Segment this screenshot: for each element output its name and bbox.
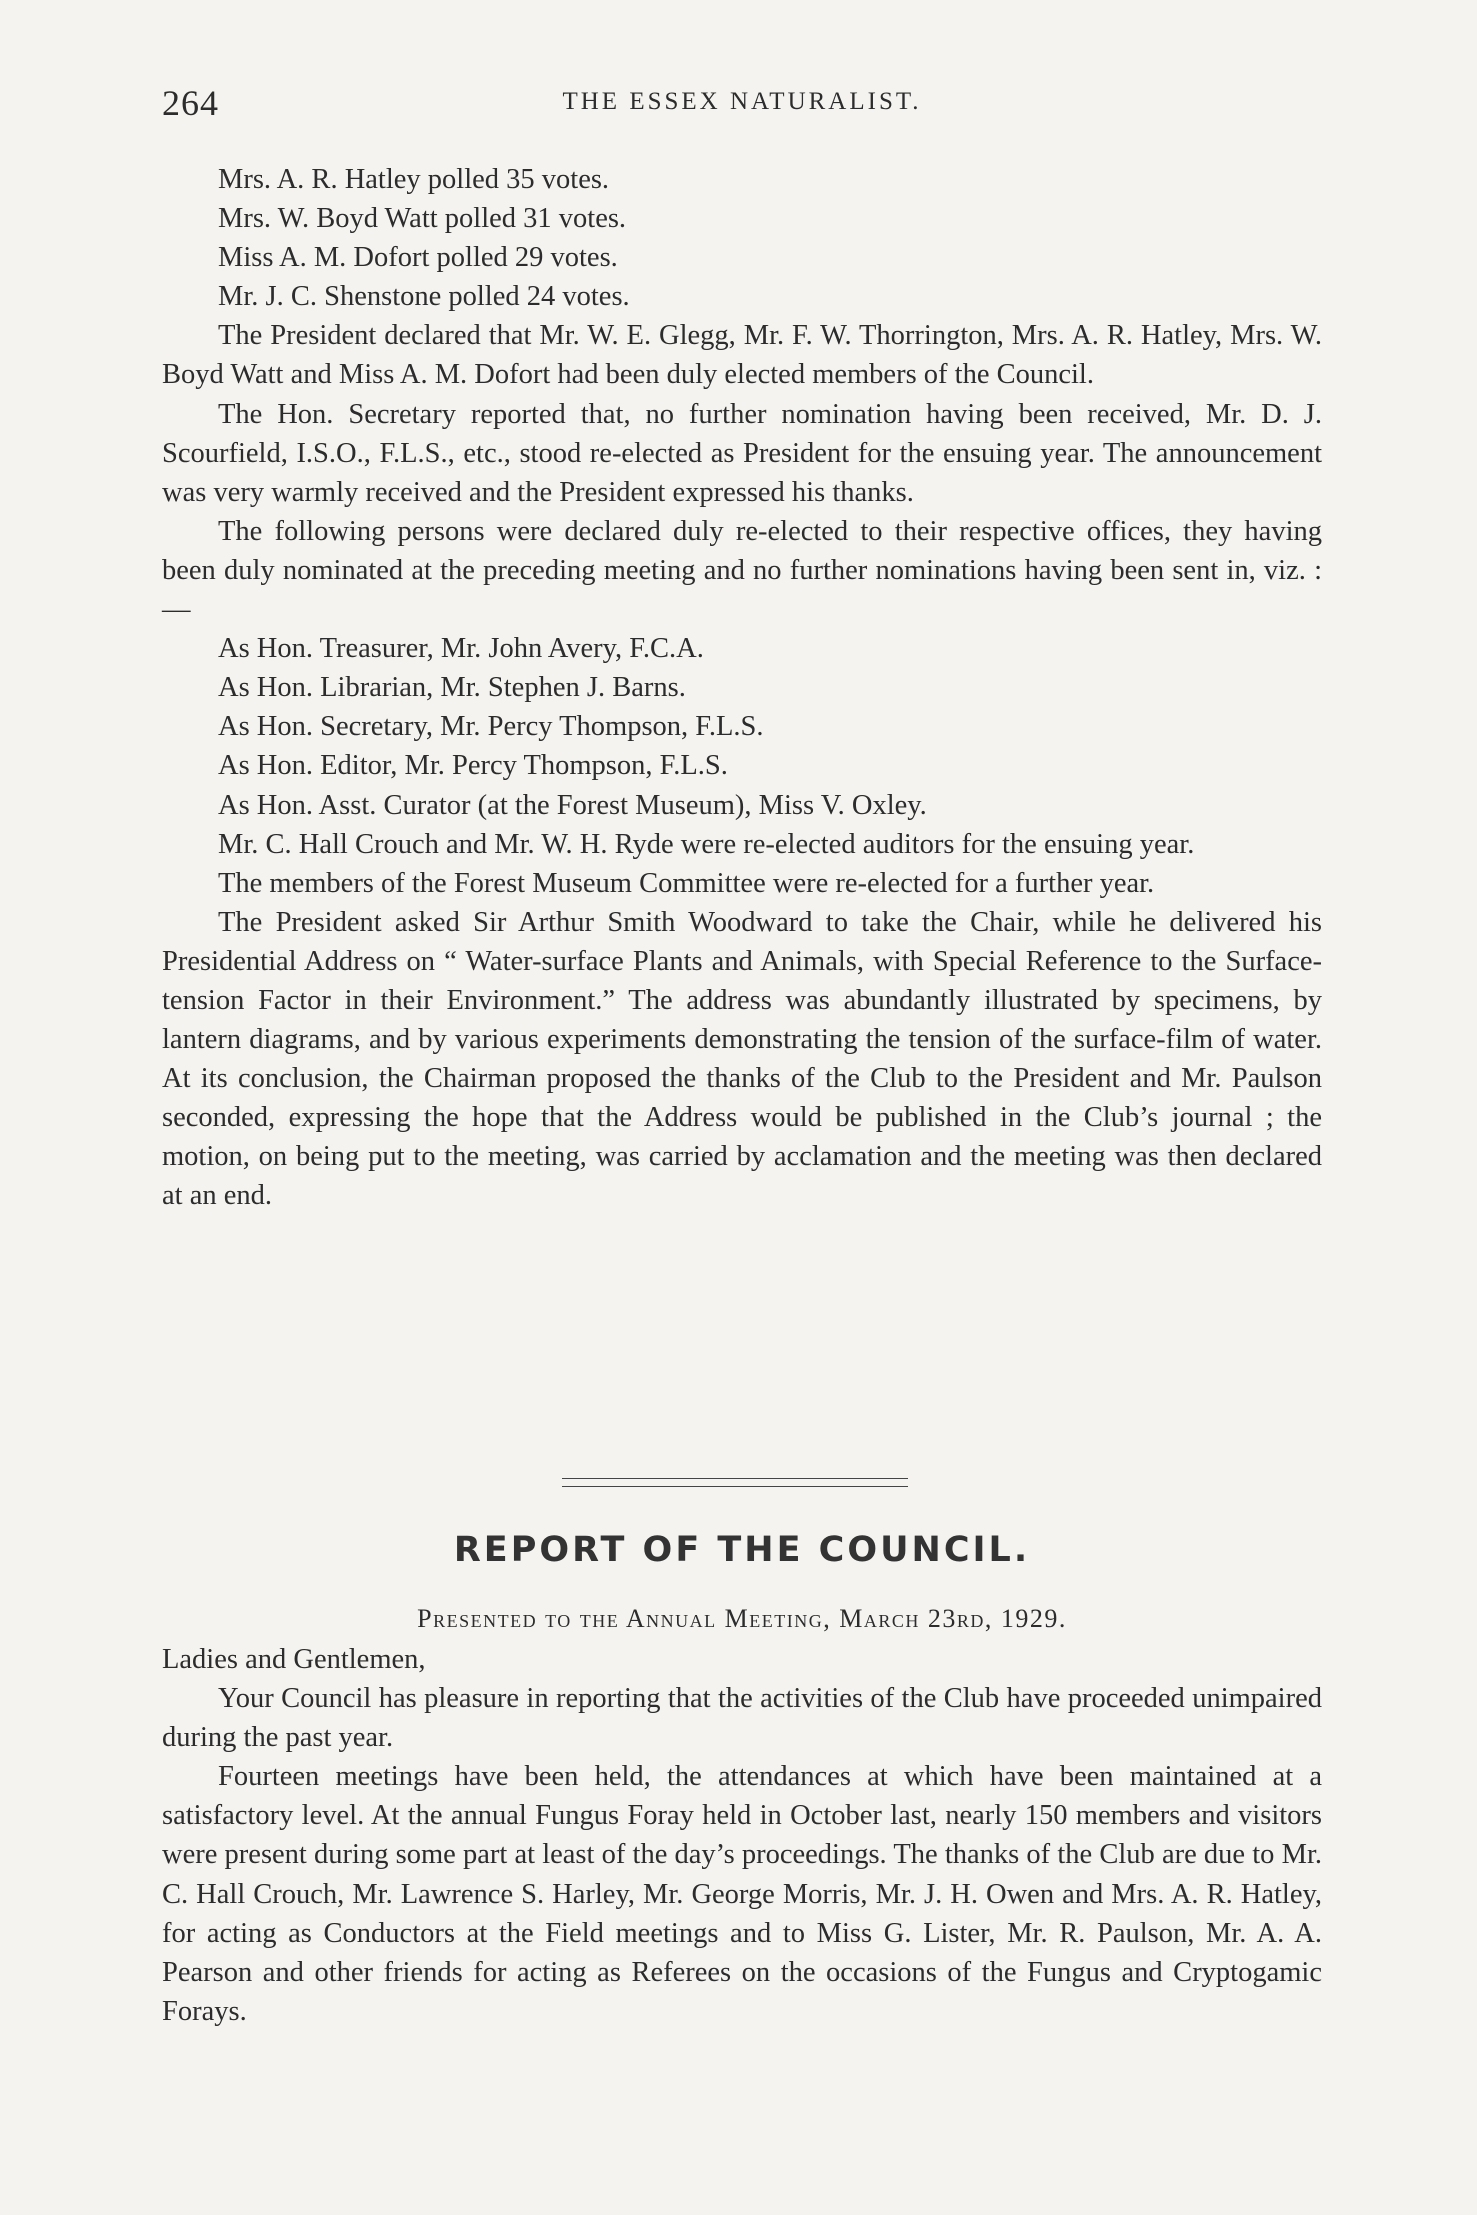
paragraph-officers-reelected: The following persons were declared duly re-elected to their respective offices, they having been duly nominated at the preceding meeting and no further nominations having been sent in, viz. :— [162,515,1322,626]
section-title: REPORT OF THE COUNCIL. [453,1530,1031,1570]
officer-line: As Hon. Librarian, Mr. Stephen J. Barns. [218,672,686,704]
paragraph-presidential-address: The President asked Sir Arthur Smith Woodward to take the Chair, while he delivered his Presidential Address on “ Water-surface Plants and Animals, with Special Reference to the Surface-tension Factor in their Environment.” The address was abundantly illustrated by specimens, by lantern diagrams, and by various experiments demonstrating the tension of the surface-film of water. At its conclusion, the Chairman proposed the thanks of the Club to the President and Mr. Paulson seconded, expressing the hope that the Address would be published in the Club’s journal ; the motion, on being put to the meeting, was carried by acclamation and the meeting was then declared at an end. [162,906,1322,1212]
section-subtitle: Presented to the Annual Meeting, March 23rd, 1929. [417,1604,1067,1633]
paragraph-museum-committee: The members of the Forest Museum Committee were re-elected for a further year. [218,867,1155,899]
paragraph-president-reelected: The Hon. Secretary reported that, no further nomination having been received, Mr. D. J. Scourfield, I.S.O., F.L.S., etc., stood re-elected as President for the ensuing year. The announcement was very warmly received and the President expressed his thanks. [162,398,1322,508]
vote-line: Mr. J. C. Shenstone polled 24 votes. [218,281,630,313]
minutes-body [162,160,1322,1216]
paragraph-council-elected: The President declared that Mr. W. E. Glegg, Mr. F. W. Thorrington, Mrs. A. R. Hatley, Mrs. W. Boyd Watt and Miss A. M. Dofort had been duly elected members of the Council. [162,320,1322,391]
section-divider [562,1478,908,1487]
vote-line: Miss A. M. Dofort polled 29 votes. [218,242,618,274]
paragraph-auditors: Mr. C. Hall Crouch and Mr. W. H. Ryde were re-elected auditors for the ensuing year. [218,828,1195,860]
officer-line: As Hon. Treasurer, Mr. John Avery, F.C.A. [218,633,704,665]
page-number: 264 [162,83,219,123]
officer-line: As Hon. Secretary, Mr. Percy Thompson, F.L.S. [218,711,764,743]
page-header [162,82,1322,132]
paragraph-meetings: Fourteen meetings have been held, the attendances at which have been maintained at a satisfactory level. At the annual Fungus Foray held in October last, nearly 150 members and visitors were present during some part at least of the day’s proceedings. The thanks of the Club are due to Mr. C. Hall Crouch, Mr. Lawrence S. Harley, Mr. George Morris, Mr. J. H. Owen and Mrs. A. R. Hatley, for acting as Conductors at the Field meetings and to Miss G. Lister, Mr. R. Paulson, Mr. A. A. Pearson and other friends for acting as Referees on the occasions of the Fungus and Cryptogamic Forays. [162,1761,1322,2027]
salutation: Ladies and Gentlemen, [162,1644,426,1675]
officer-line: As Hon. Editor, Mr. Percy Thompson, F.L.S. [218,750,728,782]
vote-line: Mrs. W. Boyd Watt polled 31 votes. [218,203,627,235]
officer-line: As Hon. Asst. Curator (at the Forest Museum), Miss V. Oxley. [218,789,927,821]
report-body [162,1640,1322,2031]
vote-line: Mrs. A. R. Hatley polled 35 votes. [218,164,610,195]
running-head: THE ESSEX NATURALIST. [562,88,922,115]
paragraph-activities: Your Council has pleasure in reporting that the activities of the Club have proceeded unimpaired during the past year. [162,1683,1322,1754]
